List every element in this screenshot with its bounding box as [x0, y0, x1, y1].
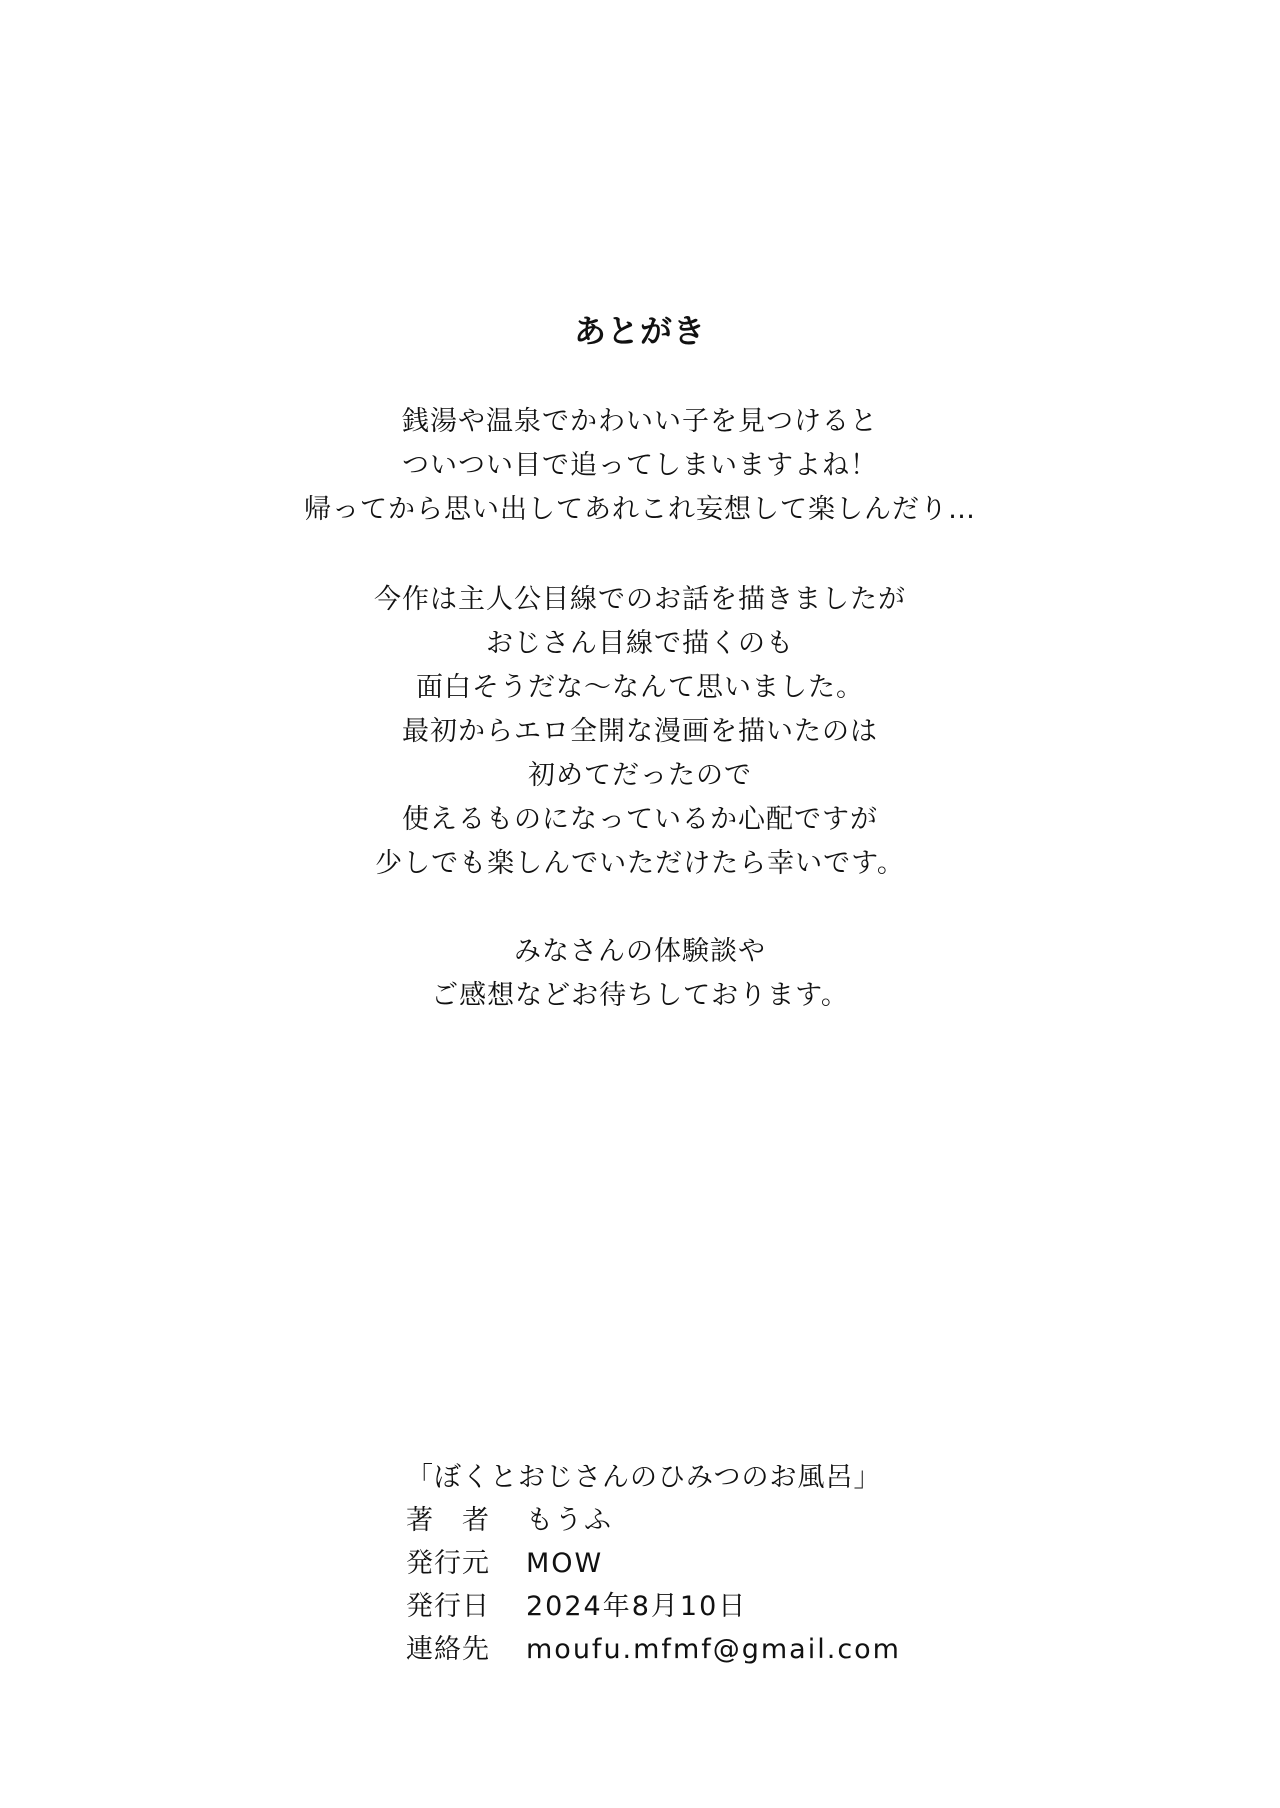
- afterword-paragraph-2: [0, 578, 1280, 886]
- text-line: 使えるものになっているか心配ですが: [402, 804, 878, 835]
- afterword-paragraph-3: [0, 930, 1280, 1018]
- colophon-row-date: [406, 1585, 901, 1628]
- text-line: おじさん目線で描くのも: [486, 628, 794, 659]
- text-line: 最初からエロ全開な漫画を描いたのは: [402, 716, 878, 747]
- colophon-value: 2024年8月10日: [526, 1591, 748, 1622]
- text-line: 今作は主人公目線でのお話を描きましたが: [374, 584, 906, 615]
- book-title: 「ぼくとおじさんのひみつのお風呂」: [406, 1462, 882, 1493]
- text-line: みなさんの体験談や: [514, 936, 766, 967]
- colophon-value: もうふ: [526, 1505, 613, 1536]
- text-line: 銭湯や温泉でかわいい子を見つけると: [402, 406, 878, 437]
- colophon-label: 連絡先: [406, 1634, 490, 1665]
- text-line: 初めてだったので: [528, 760, 752, 791]
- colophon-row-author: [406, 1499, 901, 1542]
- text-line: ついつい目で追ってしまいますよね！: [402, 450, 878, 481]
- colophon-label: 発行元: [406, 1548, 490, 1579]
- colophon-row-publisher: [406, 1542, 901, 1585]
- contact-email: moufu.mfmf@gmail.com: [526, 1634, 901, 1665]
- text-line: ご感想などお待ちしております。: [431, 980, 849, 1011]
- text-line: 少しでも楽しんでいただけたら幸いです。: [375, 848, 905, 879]
- colophon-label: 発行日: [406, 1591, 490, 1622]
- colophon-value: MOW: [526, 1548, 604, 1579]
- text-line: 帰ってから思い出してあれこれ妄想して楽しんだり…: [304, 494, 976, 525]
- colophon-row-contact: [406, 1628, 901, 1671]
- colophon-label: 著 者: [406, 1505, 490, 1536]
- text-line: 面白そうだな～なんて思いました。: [416, 672, 864, 703]
- colophon: [406, 1456, 901, 1671]
- afterword-title: あとがき: [573, 312, 706, 350]
- afterword-paragraph-1: [0, 400, 1280, 532]
